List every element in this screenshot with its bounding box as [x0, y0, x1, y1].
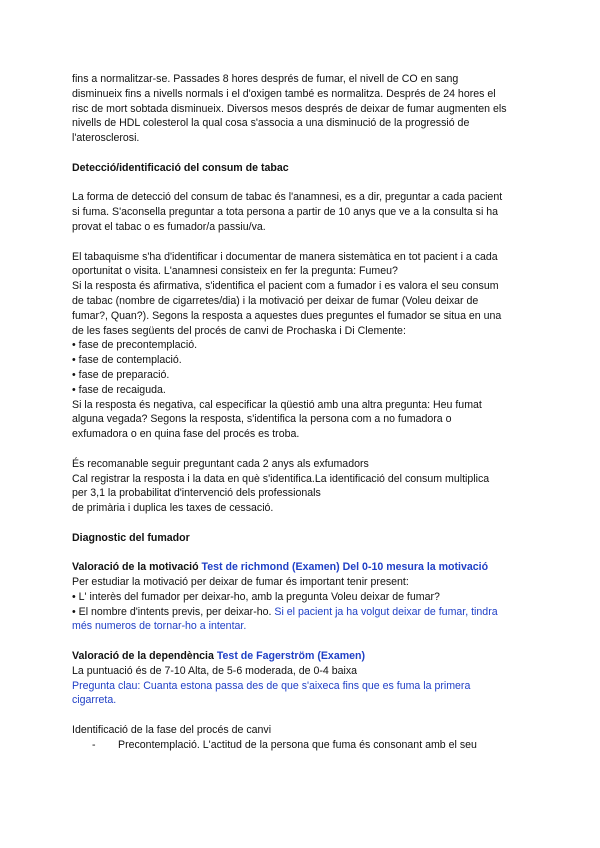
list-item: • fase de precontemplació. — [72, 338, 532, 353]
motivation-title: Valoració de la motivació — [72, 561, 199, 574]
text-line: més numeros de tornar-ho a intentar. — [72, 620, 247, 633]
text-line: per 3,1 la probabilitat d'intervenció dels professionals — [72, 487, 321, 500]
phase-identification-block — [72, 723, 532, 753]
section-heading-detection: Detecció/identificació del consum de tabac — [72, 161, 289, 174]
detection-paragraph-2 — [72, 250, 532, 339]
list-item-text: Precontemplació. L'actitud de la persona que fuma és consonant amb el seu — [118, 738, 477, 751]
text-line: de tabac (nombre de cigarretes/dia) i la motivació per deixar de fumar (Voleu deixar de — [72, 294, 479, 307]
list-item: • L' interès del fumador per deixar-ho, amb la pregunta Voleu deixar de fumar? — [72, 590, 532, 605]
text-line: Cal registrar la resposta i la data en què s'identifica.La identificació del consum multiplica — [72, 472, 490, 485]
text-line: nivells de HDL colesterol la qual cosa s'associa a una disminució de la progressió de — [72, 117, 470, 130]
text-line: oportunitat o visita. L'anamnesi consisteix en fer la pregunta: Fumeu? — [72, 265, 398, 278]
section-heading-diagnostic: Diagnostic del fumador — [72, 531, 190, 544]
text-line: Per estudiar la motivació per deixar de fumar és important tenir present: — [72, 576, 409, 589]
text-line: És recomanable seguir preguntant cada 2 anys als exfumadors — [72, 457, 369, 470]
bullet-text: El nombre d'intents previs, per deixar-ho. — [78, 605, 272, 618]
text-line: de primària i duplica les taxes de cessació. — [72, 502, 274, 515]
text-line: cigarreta. — [72, 694, 117, 707]
text-line: Si la resposta és afirmativa, s'identifica el pacient com a fumador i es valora el seu consum — [72, 280, 499, 293]
text-line: provat el tabac o es fumador/a passiu/va. — [72, 220, 266, 233]
list-item — [72, 605, 532, 620]
list-item: • fase de preparació. — [72, 368, 532, 383]
text-line: l'aterosclerosi. — [72, 132, 140, 145]
dash-marker: - — [92, 738, 96, 751]
dependence-title-line — [72, 649, 532, 664]
text-line: disminueix fins a nivells normals i el d'oxigen també es normalitza. Després de 24 hores el — [72, 87, 496, 100]
motivation-block — [72, 560, 532, 634]
text-line: Pregunta clau: Cuanta estona passa des de que s'aixeca fins que es fuma la primera — [72, 679, 471, 692]
motivation-test: Test de richmond (Examen) Del 0-10 mesura la motivació — [201, 561, 489, 574]
dependence-title: Valoració de la dependència — [72, 650, 214, 663]
text-line: fins a normalitzar-se. Passades 8 hores després de fumar, el nivell de CO en sang — [72, 73, 459, 85]
phase-list — [72, 338, 532, 397]
text-line: fumar?, Quan?). Segons la resposta a aquestes dues preguntes el fumador se situa en una — [72, 309, 502, 322]
dependence-test: Test de Fagerström (Examen) — [216, 650, 366, 663]
list-item: • fase de contemplació. — [72, 353, 532, 368]
motivation-title-line — [72, 560, 532, 575]
dash-list-item — [92, 738, 532, 753]
text-line: alguna vegada? Segons la resposta, s'identifica la persona com a no fumadora o — [72, 413, 452, 426]
detection-paragraph-4 — [72, 457, 532, 516]
detection-paragraph-3 — [72, 398, 532, 442]
text-line: si fuma. S'aconsella preguntar a tota persona a partir de 10 anys que ve a la consulta si ha — [72, 206, 499, 219]
text-line: El tabaquisme s'ha d'identificar i documentar de manera sistemàtica en tot pacient i a cada — [72, 250, 498, 263]
document-page — [72, 72, 532, 753]
list-item: • fase de recaiguda. — [72, 383, 532, 398]
intro-paragraph — [72, 72, 532, 146]
text-line: de les fases següents del procés de canvi de Prochaska i Di Clemente: — [72, 324, 406, 337]
text-line: La puntuació és de 7-10 Alta, de 5-6 moderada, de 0-4 baixa — [72, 664, 358, 677]
text-line: Si la resposta és negativa, cal especificar la qüestió amb una altra pregunta: Heu fumat — [72, 398, 482, 411]
dependence-block — [72, 649, 532, 708]
detection-paragraph-1 — [72, 190, 532, 234]
text-line: risc de mort sobtada disminueix. Diversos mesos després de deixar de fumar augmenten els — [72, 102, 507, 115]
text-line: Identificació de la fase del procés de canvi — [72, 724, 272, 737]
bullet-note: Si el pacient ja ha volgut deixar de fumar, tindra — [274, 605, 498, 618]
text-line: La forma de detecció del consum de tabac és l'anamnesi, es a dir, preguntar a cada pacient — [72, 191, 503, 204]
text-line: exfumadora o en quina fase del procés es troba. — [72, 428, 300, 441]
